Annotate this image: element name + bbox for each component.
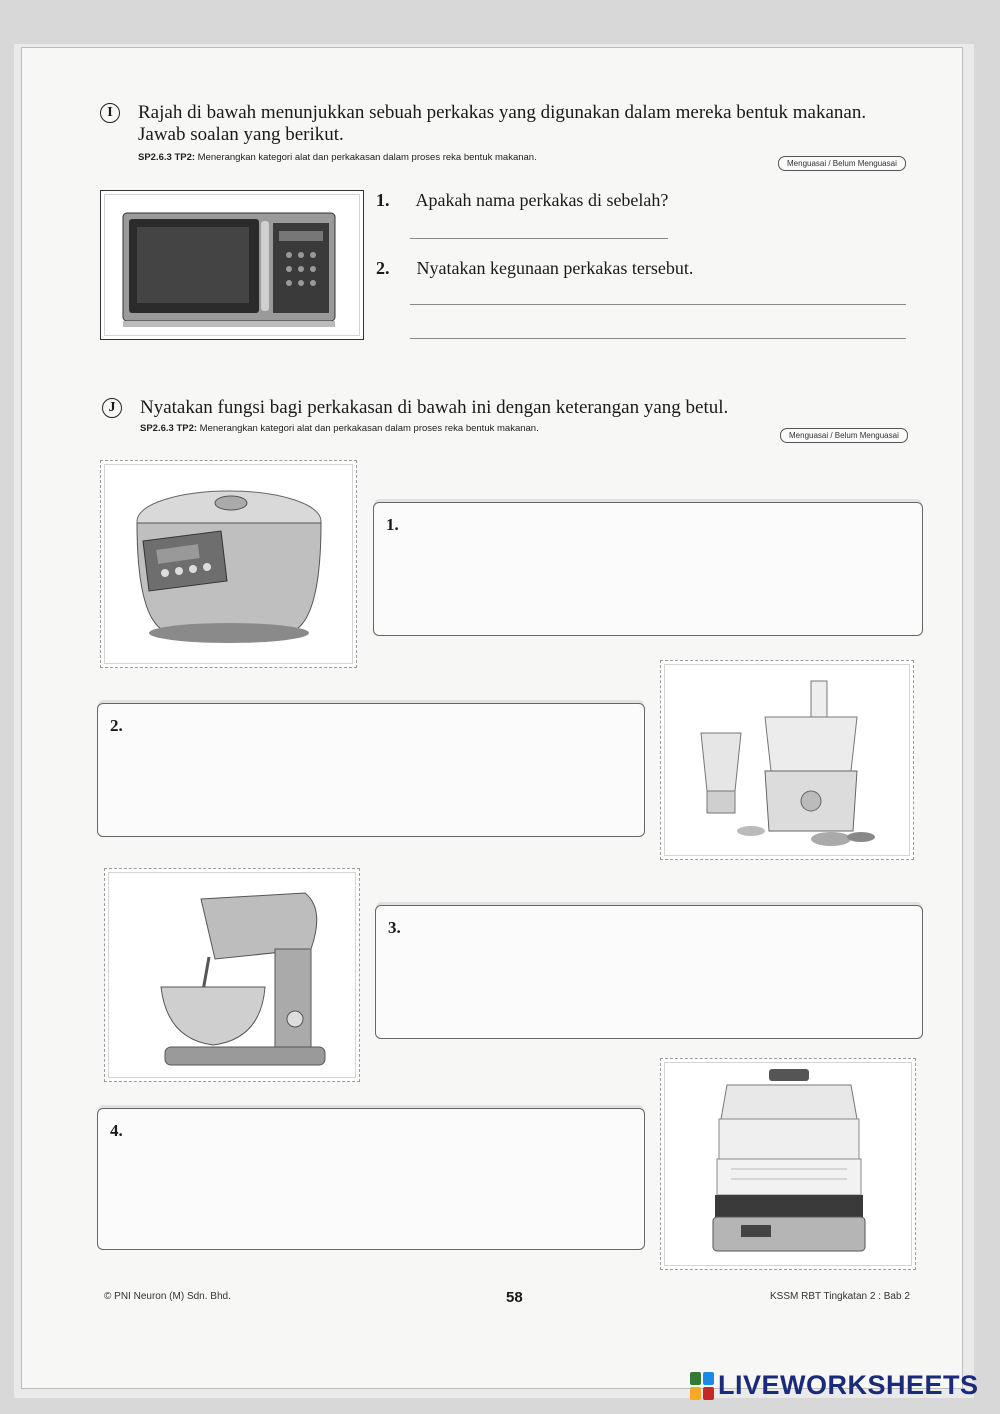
question-1-text: Apakah nama perkakas di sebelah? bbox=[415, 190, 669, 210]
rice-cooker-image-frame bbox=[100, 460, 357, 668]
food-steamer-image-frame bbox=[660, 1058, 916, 1270]
section-j-sp-desc: Menerangkan kategori alat dan perkakasan dalam proses reka bentuk makanan. bbox=[199, 423, 539, 434]
section-i-question-2 bbox=[376, 258, 693, 279]
question-2-answer-line-1[interactable] bbox=[410, 304, 906, 305]
liveworksheets-brand: LIVEWORKSHEETS bbox=[718, 1370, 979, 1400]
section-i-sp-code: SP2.6.3 TP2: bbox=[138, 152, 196, 163]
answer-box-2-number: 2. bbox=[110, 716, 123, 735]
answer-box-1[interactable] bbox=[373, 502, 923, 636]
question-2-number: 2. bbox=[376, 258, 390, 278]
section-i-prompt bbox=[138, 102, 938, 146]
section-i-marker bbox=[100, 103, 120, 123]
answer-box-3-number: 3. bbox=[388, 918, 401, 937]
food-steamer-image bbox=[661, 1059, 915, 1269]
footer-publisher: © PNI Neuron (M) Sdn. Bhd. bbox=[104, 1291, 231, 1302]
section-i-prompt-line2: Jawab soalan yang berikut. bbox=[138, 124, 344, 145]
stand-mixer-image bbox=[105, 869, 359, 1081]
liveworksheets-watermark bbox=[690, 1370, 979, 1401]
question-1-answer-line[interactable] bbox=[410, 238, 668, 239]
section-i-sp bbox=[138, 152, 537, 163]
question-1-number: 1. bbox=[376, 190, 390, 210]
footer-course: KSSM RBT Tingkatan 2 : Bab 2 bbox=[770, 1291, 910, 1302]
answer-box-4[interactable] bbox=[97, 1108, 645, 1250]
section-j-prompt: Nyatakan fungsi bagi perkakasan di bawah ini dengan keterangan yang betul. bbox=[140, 397, 729, 418]
section-i-mastery-badge[interactable]: Menguasai / Belum Menguasai bbox=[778, 156, 906, 171]
section-j-sp bbox=[140, 423, 539, 434]
food-processor-image bbox=[661, 661, 913, 859]
answer-box-4-number: 4. bbox=[110, 1121, 123, 1140]
footer-page-number: 58 bbox=[506, 1289, 523, 1306]
answer-box-1-number: 1. bbox=[386, 515, 399, 534]
section-i-letter: I bbox=[100, 103, 120, 123]
section-j-sp-code: SP2.6.3 TP2: bbox=[140, 423, 198, 434]
section-i-sp-desc: Menerangkan kategori alat dan perkakasan dalam proses reka bentuk makanan. bbox=[197, 152, 537, 163]
liveworksheets-logo-icon bbox=[690, 1372, 714, 1400]
microwave-image-frame bbox=[100, 190, 364, 340]
question-2-text: Nyatakan kegunaan perkakas tersebut. bbox=[416, 258, 694, 278]
food-processor-image-frame bbox=[660, 660, 914, 860]
section-j-letter: J bbox=[102, 398, 122, 418]
microwave-oven-image bbox=[101, 191, 363, 339]
section-i-prompt-line1: Rajah di bawah menunjukkan sebuah perkakas yang digunakan dalam mereka bentuk makanan. bbox=[138, 102, 867, 123]
stand-mixer-image-frame bbox=[104, 868, 360, 1082]
section-j-marker bbox=[102, 398, 122, 418]
rice-cooker-image bbox=[101, 461, 356, 667]
section-i-question-1 bbox=[376, 190, 668, 211]
section-j-mastery-badge[interactable]: Menguasai / Belum Menguasai bbox=[780, 428, 908, 443]
answer-box-2[interactable] bbox=[97, 703, 645, 837]
answer-box-3[interactable] bbox=[375, 905, 923, 1039]
question-2-answer-line-2[interactable] bbox=[410, 338, 906, 339]
